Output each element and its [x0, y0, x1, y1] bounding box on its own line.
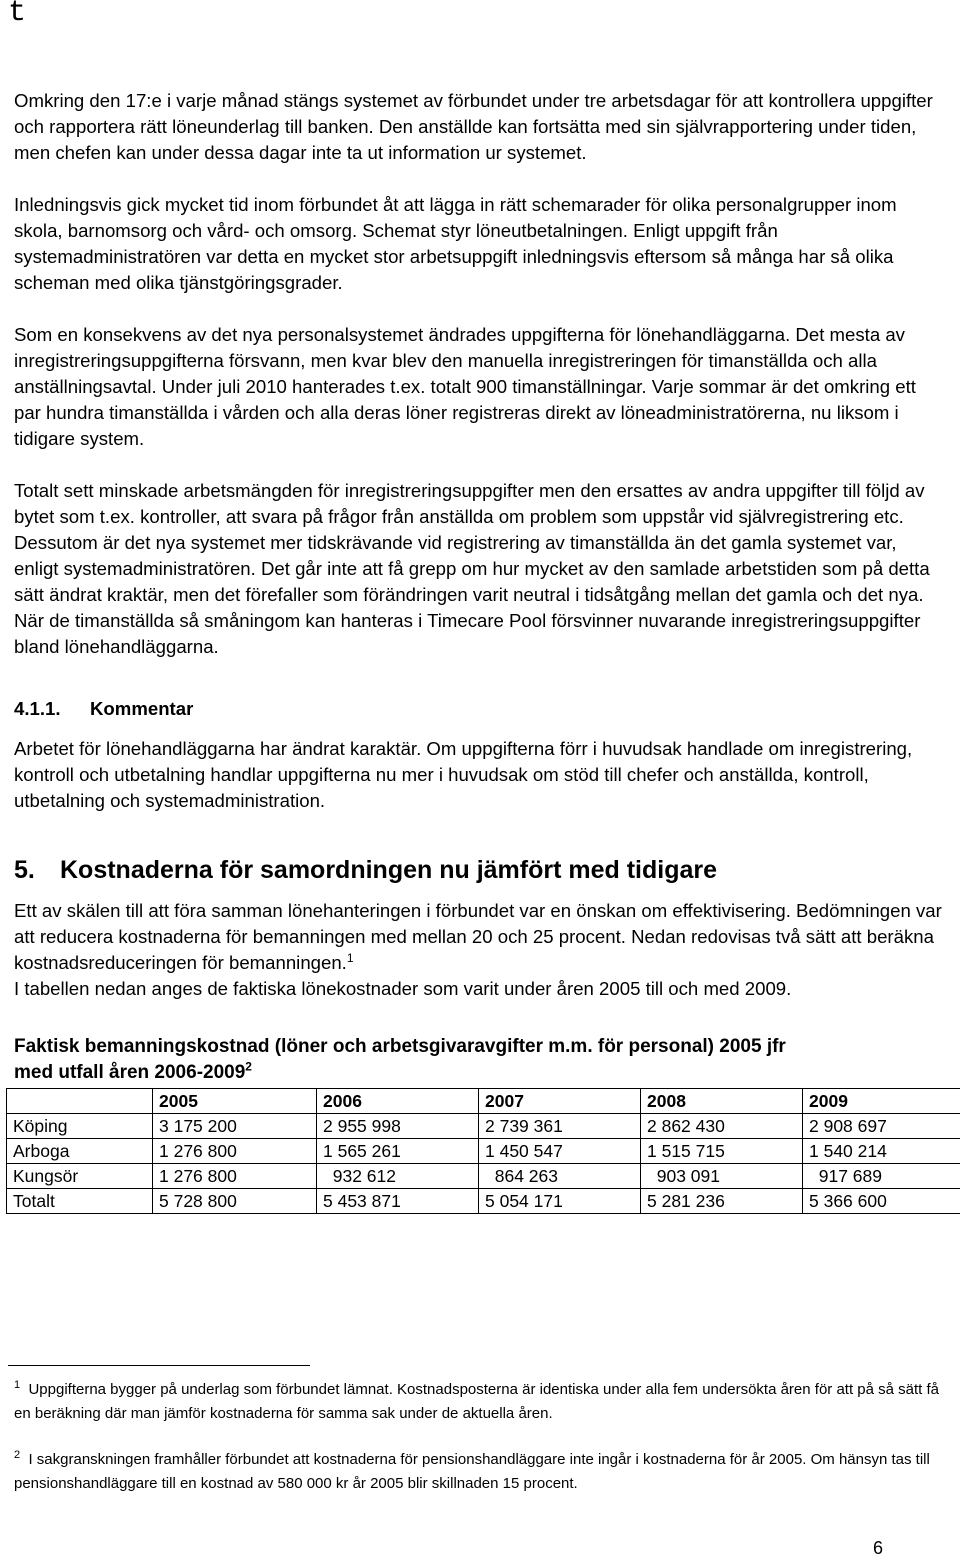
cost-table — [6, 1088, 960, 1214]
table-cell: 2 908 697 — [803, 1114, 960, 1139]
table-cell: 1 276 800 — [153, 1139, 317, 1164]
table-cell: Köping — [7, 1114, 153, 1139]
footnote — [14, 1378, 944, 1426]
footnote-mark: 2 — [14, 1449, 21, 1461]
paragraph: Inledningsvis gick mycket tid inom förbundet åt att lägga in rätt schemarader för olika personalgrupper inom skola, barnomsorg och vård- och omsorg. Schemat styr löneutbetalningen. Enligt uppgift från systemadministratören var detta en mycket stor arbetsuppgift inledningsvis eftersom så många har så olika scheman med olika tjänstgöringsgrader. — [14, 194, 897, 293]
table-header-cell: 2009 — [803, 1089, 960, 1114]
table-row — [7, 1139, 960, 1164]
footnote-ref: 1 — [346, 950, 354, 965]
table-cell: Arboga — [7, 1139, 153, 1164]
table-cell: 2 739 361 — [479, 1114, 641, 1139]
table-cell: 1 540 214 — [803, 1139, 960, 1164]
table-header-row — [7, 1089, 960, 1114]
section-text — [14, 898, 944, 976]
table-cell: 1 276 800 — [153, 1164, 317, 1189]
table-cell: 903 091 — [641, 1164, 803, 1189]
footnote-text: I sakgranskningen framhåller förbundet att kostnaderna för pensionshandläggare inte ingår i kostnaderna för år 2005. Om hänsyn tas till pensionshandläggare till en kostnad av 580 000 kr år 2005 blir skillnaden 15 procent. — [14, 1451, 930, 1492]
section-text-2: I tabellen nedan anges de faktiska lönekostnader som varit under åren 2005 till och med 2009. — [14, 978, 792, 999]
table-cell: 5 728 800 — [153, 1189, 317, 1214]
table-cell: Totalt — [7, 1189, 153, 1214]
table-cell: 3 175 200 — [153, 1114, 317, 1139]
table-title-line: Faktisk bemanningskostnad (löner och arbetsgivaravgifter m.m. för personal) 2005 jfr — [14, 1036, 786, 1057]
table-cell: 1 565 261 — [317, 1139, 479, 1164]
footnote-separator — [8, 1365, 310, 1366]
section-number: 5. — [14, 856, 35, 884]
subsection-text: Arbetet för lönehandläggarna har ändrat karaktär. Om uppgifterna förr i huvudsak handlade om inregistrering, kontroll och utbetalning handlar uppgifterna nu mer i huvudsak om stöd till chefer och anställda, kontroll, utbetalning och systemadministration. — [14, 738, 913, 811]
table-header-cell: 2005 — [153, 1089, 317, 1114]
table-cell: 864 263 — [479, 1164, 641, 1189]
subsection-number: 4.1.1. — [14, 698, 61, 719]
table-cell: Kungsör — [7, 1164, 153, 1189]
page-body — [14, 88, 944, 1214]
page-number: 6 — [873, 1538, 884, 1558]
table-header-cell: 2008 — [641, 1089, 803, 1114]
table-cell: 5 054 171 — [479, 1189, 641, 1214]
subsection-title: Kommentar — [90, 698, 194, 719]
table-cell: 1 450 547 — [479, 1139, 641, 1164]
table-row — [7, 1114, 960, 1139]
table-header-cell: 2006 — [317, 1089, 479, 1114]
table-cell: 917 689 — [803, 1164, 960, 1189]
table-cell: 1 515 715 — [641, 1139, 803, 1164]
table-header-cell — [7, 1089, 153, 1114]
footnote-ref: 2 — [245, 1059, 252, 1074]
section-text-body: Ett av skälen till att föra samman lönehanteringen i förbundet var en önskan om effektivisering. Bedömningen var att reducera kostnaderna för bemanningen med mellan 20 och 25 procent. Nedan redovisas två sätt att beräkna kostnadsreduceringen för bemanningen. — [14, 900, 942, 973]
table-row — [7, 1164, 960, 1189]
paragraph: Omkring den 17:e i varje månad stängs systemet av förbundet under tre arbetsdagar för att kontrollera uppgifter och rapportera rätt löneunderlag till banken. Den anställde kan fortsätta med sin självrapportering under tiden, men chefen kan under dessa dagar inte ta ut information ur systemet. — [14, 90, 933, 163]
table-title-line: med utfall åren 2006-2009 — [14, 1062, 246, 1083]
section-title: Kostnaderna för samordningen nu jämfört med tidigare — [60, 856, 718, 884]
table-header-cell: 2007 — [479, 1089, 641, 1114]
table-title — [14, 1034, 944, 1086]
section-heading — [14, 854, 944, 886]
footnote-mark: 1 — [14, 1379, 21, 1391]
table-cell: 2 862 430 — [641, 1114, 803, 1139]
table-cell: 5 453 871 — [317, 1189, 479, 1214]
table-cell: 932 612 — [317, 1164, 479, 1189]
paragraph: Som en konsekvens av det nya personalsystemet ändrades uppgifterna för lönehandläggarna. Det mesta av inregistreringsuppgifterna försvann, men kvar blev den manuella inregistreringen för timanställda och alla anställningsavtal. Under juli 2010 hanterades t.ex. totalt 900 timanställningar. Varje sommar är det omkring ett par hundra timanställda i vården och alla deras löner registreras direkt av löneadministratörerna, nu liksom i tidigare system. — [14, 324, 916, 449]
corner-mark: t — [8, 0, 27, 30]
subsection-heading — [14, 696, 944, 722]
footnote-text: Uppgifterna bygger på underlag som förbundet lämnat. Kostnadsposterna är identiska under alla fem undersökta åren för att på så sätt få en beräkning där man jämför kostnaderna för samma sak under de aktuella åren. — [14, 1381, 940, 1422]
paragraph: Totalt sett minskade arbetsmängden för inregistreringsuppgifter men den ersattes av andra uppgifter till följd av bytet som t.ex. kontroller, att svara på frågor från anställda om problem som uppstår vid självregistrering etc. Dessutom är det nya systemet mer tidskrävande vid registrering av timanställda än det gamla systemet var, enligt systemadministratören. Det går inte att få grepp om hur mycket av den samlade arbetstiden som på detta sätt ändrat kraktär, men det förefaller som förändringen varit neutral i tidsåtgång mellan det gamla och det nya. När de timanställda så småningom kan hanteras i Timecare Pool försvinner nuvarande inregistreringsuppgifter bland lönehandläggarna. — [14, 480, 930, 657]
table-row — [7, 1189, 960, 1214]
table-cell: 5 281 236 — [641, 1189, 803, 1214]
footnote — [14, 1448, 944, 1496]
table-cell: 5 366 600 — [803, 1189, 960, 1214]
table-cell: 2 955 998 — [317, 1114, 479, 1139]
